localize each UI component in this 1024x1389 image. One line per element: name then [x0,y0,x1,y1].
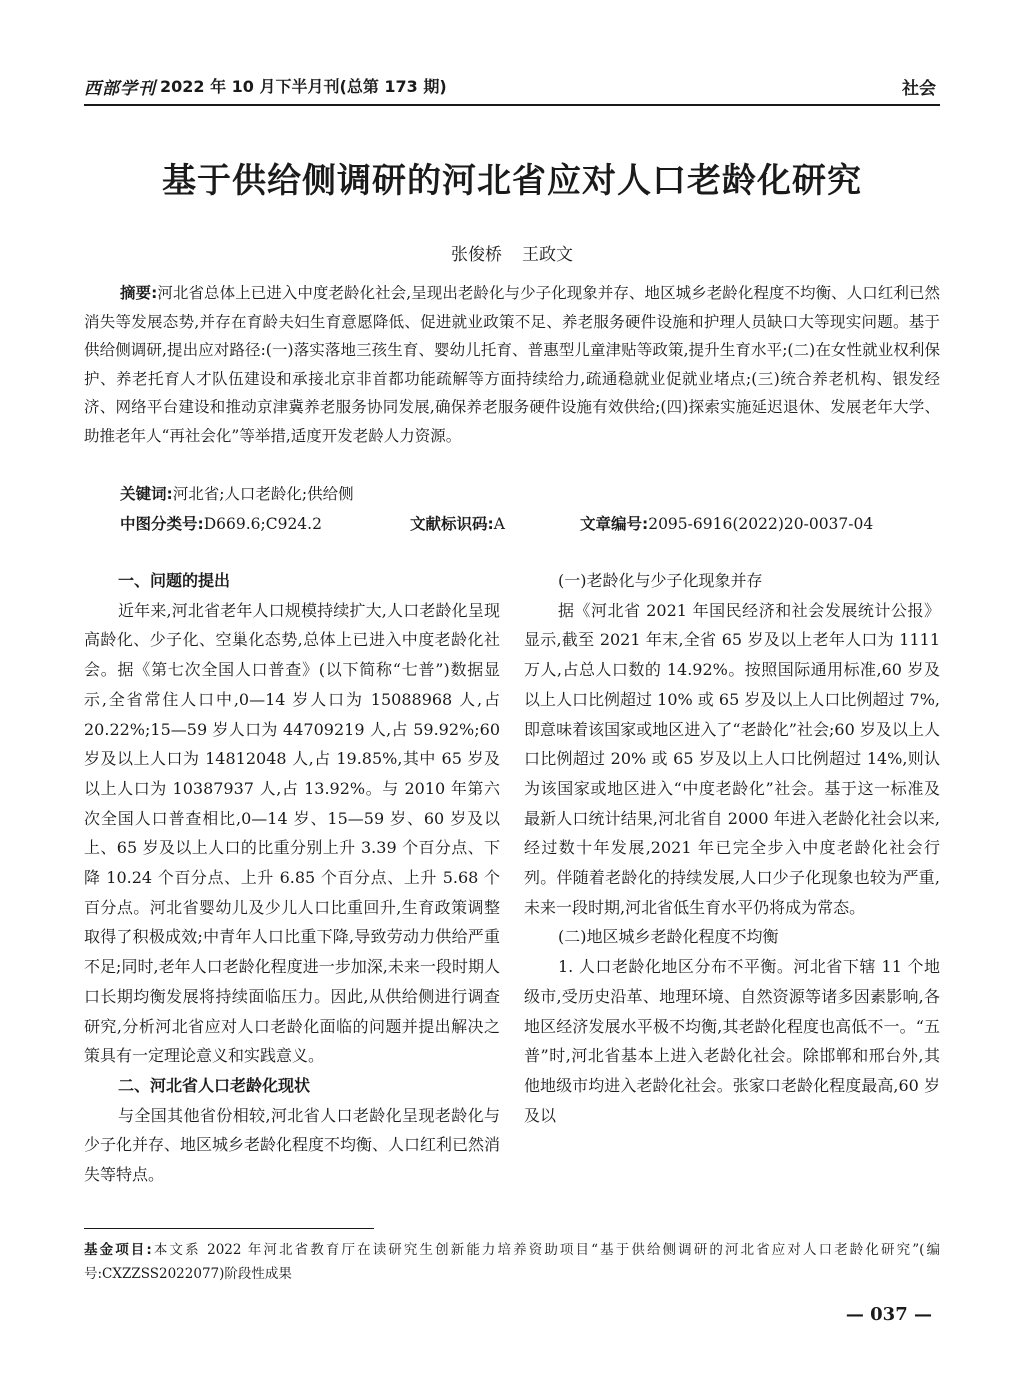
doc-label: 文献标识码: [410,515,494,533]
body-column-right [524,566,940,1130]
body-column-left [84,566,500,1190]
article-value: 2095-6916(2022)20-0037-04 [648,515,874,533]
doc-value: A [493,515,505,533]
author-name: 王政文 [522,245,573,265]
issue-info: 2022 年 10 月下半月刊(总第 173 期) [160,77,447,96]
footnote [84,1238,940,1286]
body-paragraph: 与全国其他省份相较,河北省人口老龄化呈现老龄化与少子化并存、地区城乡老龄化程度不均衡、人口红利已然消失等特点。 [84,1105,501,1185]
body-paragraph: 近年来,河北省老年人口规模持续扩大,人口老龄化呈现高龄化、少子化、空巢化态势,总体上已进入中度老龄化社会。据《第七次全国人口普查》(以下简称“七普”)数据显示,全省常住人口中,0—14 岁人口为 15088968 人,占 20.22%;15—59 岁人口为 44709219 人,占 59.92%;60 岁及以上人口为 14812048 人,占 19.85%,其中 65 岁及以上人口为 10387937 人,占 13.92%。与 2010 年第六次全国人口普查相比,0—14 岁、15—59 岁、60 岁及以上、65 岁及以上人口的比重分别上升 3.39 个百分点、下降 10.24 个百分点、上升 6.85 个百分点、上升 5.68 个百分点。河北省婴幼儿及少儿人口比重回升,生育政策调整取得了积极成效;中青年人口比重下降,导致劳动力供给严重不足;同时,老年人口老龄化程度进一步加深,未来一段时期人口长期均衡发展将持续面临压力。因此,从供给侧进行调查研究,分析河北省应对人口老龄化面临的问题并提出解决之策具有一定理论意义和实践意义。 [84,600,500,1066]
section-heading: 二、河北省人口老龄化现状 [118,1075,311,1095]
clc-value: D669.6;C924.2 [203,515,322,533]
abstract-text: 河北省总体上已进入中度老龄化社会,呈现出老龄化与少子化现象并存、地区城乡老龄化程度不均衡、人口红利已然消失等发展态势,并存在育龄夫妇生育意愿降低、促进就业政策不足、养老服务硬件设施和护理人员缺口大等现实问题。基于供给侧调研,提出应对路径:(一)落实落地三孩生育、婴幼儿托育、普惠型儿童津贴等政策,提升生育水平;(二)在女性就业权利保护、养老托育人才队伍建设和承接北京非首都功能疏解等方面持续给力,疏通稳就业促就业堵点;(三)统合养老机构、银发经济、网络平台建设和推动京津冀养老服务协同发展,确保养老服务硬件设施有效供给;(四)探索实施延迟退休、发展老年大学、助推老年人“再社会化”等举措,适度开发老龄人力资源。 [84,284,940,445]
subsection-heading: (二)地区城乡老龄化程度不均衡 [558,927,779,947]
footnote-divider [84,1228,374,1229]
subsection-heading: (一)老龄化与少子化现象并存 [558,571,763,590]
clc-number [120,512,322,534]
section-heading: 一、问题的提出 [118,571,231,590]
footnote-text: 本文系 2022 年河北省教育厅在读研究生创新能力培养资助项目“基于供给侧调研的河北省应对人口老龄化研究”(编号:CXZZSS2022077)阶段性成果 [84,1242,940,1282]
keywords-label: 关键词: [120,485,173,503]
abstract-label: 摘要: [120,284,158,302]
abstract [84,279,940,450]
journal-logo: 西部学刊 [84,79,156,99]
section-name: 社会 [902,79,936,99]
page-number: — 037 — [845,1304,932,1325]
article-title: 基于供给侧调研的河北省应对人口老龄化研究 [162,161,862,201]
body-paragraph: 据《河北省 2021 年国民经济和社会发展统计公报》显示,截至 2021 年末,全省 65 岁及以上老年人口为 1111 万人,占总人口数的 14.92%。按照国际通用标准,60 岁及以上人口比例超过 10% 或 65 岁及以上人口比例超过 7%,即意味着该国家或地区进入了“老龄化”社会;60 岁及以上人口比例超过 20% 或 65 岁及以上人口比例超过 14%,则认为该国家或地区进入“中度老龄化”社会。基于这一标准及最新人口统计结果,河北省自 2000 年进入老龄化社会以来,经过数十年发展,2021 年已完全步入中度老龄化社会行列。伴随着老龄化的持续发展,人口少子化现象也较为严重,未来一段时期,河北省低生育水平仍将成为常态。 [524,600,940,917]
article-label: 文章编号: [580,515,649,533]
keywords [120,482,354,504]
author-list [0,240,1024,265]
article-number [580,512,873,534]
running-header [84,70,940,106]
keywords-text: 河北省;人口老龄化;供给侧 [172,485,354,503]
clc-label: 中图分类号: [120,515,204,533]
author-name: 张俊桥 [451,245,502,265]
footnote-label: 基金项目: [84,1242,152,1258]
body-paragraph: 1. 人口老龄化地区分布不平衡。河北省下辖 11 个地级市,受历史沿革、地理环境、自然资源等诸多因素影响,各地区经济发展水平极不均衡,其老龄化程度也高低不一。“五普”时,河北省基本上进入老龄化社会。除邯郸和邢台外,其他地级市均进入老龄化社会。张家口老龄化程度最高,60 岁及以 [524,957,940,1125]
document-code [410,512,505,534]
